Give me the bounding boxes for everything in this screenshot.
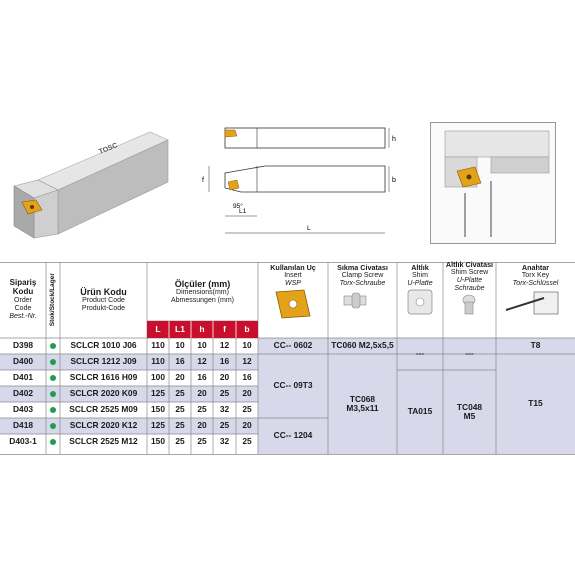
key-t15: T15 [528, 398, 543, 409]
cell-product: SCLCR 1616 H09 [69, 372, 138, 383]
stock-cell [46, 418, 60, 434]
cell-code: D418 [12, 420, 34, 431]
key-header: Anahtar Torx Key Torx-Schlüssel [512, 263, 559, 288]
cell-product: SCLCR 1010 J06 [70, 340, 137, 351]
cell-b: 16 [242, 372, 252, 383]
cell-product: SCLCR 1212 J09 [70, 356, 137, 367]
stock-cell [46, 434, 60, 450]
dimensions-header: Ölçüler (mm) Dimensions(mm) Abmessungen (mm) [170, 278, 235, 304]
cell-code: D401 [12, 372, 34, 383]
cell-product: SCLCR 2525 M12 [69, 436, 138, 447]
cell-product: SCLCR 2020 K09 [69, 388, 138, 399]
shim-none: --- [415, 348, 425, 359]
cell-code: D398 [12, 340, 34, 351]
dim-label-f: f [202, 177, 204, 184]
cell-l1: 20 [175, 372, 185, 383]
key-t8: T8 [530, 340, 541, 351]
shim-screw-tc048: TC048 M5 [456, 401, 483, 421]
cell-b: 20 [242, 388, 252, 399]
cell-product: SCLCR 2525 M09 [69, 404, 138, 415]
cell-h: 20 [197, 388, 207, 399]
cell-f: 12 [219, 340, 230, 351]
product-table [0, 262, 575, 455]
cell-l: 110 [151, 340, 165, 351]
shim-screw-icon [463, 295, 475, 314]
cell-l1: 16 [175, 356, 185, 367]
cell-l: 125 [151, 388, 165, 399]
product-code-header: Ürün Kodu Product Code Produkt-Code [80, 287, 127, 313]
cell-l1: 25 [175, 404, 185, 415]
shim-ta015: TA015 [407, 406, 433, 417]
clamp-screw-icon [344, 293, 366, 308]
cell-h: 25 [197, 436, 207, 447]
stock-cell [46, 386, 60, 402]
shim-icon [408, 290, 432, 314]
cell-b: 20 [242, 420, 252, 431]
dim-col-f: f [223, 323, 226, 334]
cell-l1: 25 [175, 420, 185, 431]
stock-dot-icon [50, 423, 56, 429]
cell-code: D402 [12, 388, 34, 399]
cell-h: 16 [197, 372, 207, 383]
cell-l1: 10 [175, 340, 185, 351]
cell-b: 12 [242, 356, 252, 367]
stock-dot-icon [50, 391, 56, 397]
stock-dot-icon [50, 359, 56, 365]
cell-b: 25 [242, 436, 252, 447]
stock-dot-icon [50, 439, 56, 445]
order-code-header: Sipariş Kodu Order Code Best.-Nr. [9, 278, 37, 320]
stock-header: Stok/Stock/Lager [49, 273, 57, 327]
dim-label-h: h [392, 136, 396, 143]
dim-label-b: b [392, 177, 396, 184]
cell-code: D403 [12, 404, 34, 415]
cell-code: D403-1 [9, 436, 37, 447]
shim-screw-header: Altlık Civatası Shim Screw U-Platte Schraube [445, 260, 494, 292]
technical-drawing [195, 118, 410, 248]
cell-f: 25 [219, 420, 230, 431]
cell-h: 10 [197, 340, 207, 351]
cell-l: 125 [151, 420, 165, 431]
cell-product: SCLCR 2020 K12 [69, 420, 138, 431]
torx-key-icon [506, 292, 558, 314]
dim-label-L: L [307, 225, 311, 232]
cell-f: 25 [219, 388, 230, 399]
stock-dot-icon [50, 407, 56, 413]
dim-col-h: h [199, 323, 205, 334]
dim-label-L1: L1 [239, 208, 247, 215]
stock-cell [46, 354, 60, 370]
insert-header: Kullanılan Uç Insert WSP [270, 263, 316, 288]
stock-cell [46, 402, 60, 418]
cell-l: 110 [151, 356, 165, 367]
insert-cc1204: CC-- 1204 [273, 430, 313, 441]
clamp-tc068: TC068 M3,5x11 [346, 393, 379, 413]
shim-header: Altlık Shim U-Platte [407, 263, 433, 288]
cell-l: 150 [151, 404, 165, 415]
dim-col-L: L [155, 323, 161, 334]
detail-image [430, 122, 556, 244]
cell-h: 25 [197, 404, 207, 415]
cell-l: 150 [151, 436, 165, 447]
dim-label-angle: 95° [233, 203, 243, 210]
cell-l: 100 [151, 372, 165, 383]
brand-logo: TOSC [98, 142, 119, 156]
clamp-screw-header: Sıkma Civatası Clamp Screw Torx-Schraube [337, 263, 388, 288]
stock-cell [46, 338, 60, 354]
dim-col-L1: L1 [175, 323, 185, 334]
cell-h: 12 [197, 356, 207, 367]
cell-f: 20 [219, 372, 230, 383]
clamp-tc060: TC060 M2,5x5,5 [331, 340, 394, 351]
shim-screw-none: --- [465, 348, 474, 359]
cell-b: 25 [242, 404, 252, 415]
cell-f: 16 [219, 356, 230, 367]
product-photo [8, 118, 173, 253]
insert-cc0602: CC-- 0602 [273, 340, 313, 351]
stock-dot-icon [50, 375, 56, 381]
dim-col-b: b [244, 323, 250, 334]
stock-cell [46, 370, 60, 386]
cell-f: 32 [219, 404, 230, 415]
cell-l1: 25 [175, 436, 185, 447]
insert-cc09t3: CC-- 09T3 [273, 380, 313, 391]
stock-dot-icon [50, 343, 56, 349]
cell-l1: 25 [175, 388, 185, 399]
cell-b: 10 [242, 340, 252, 351]
cell-h: 20 [197, 420, 207, 431]
cell-code: D400 [12, 356, 34, 367]
cell-f: 32 [219, 436, 230, 447]
